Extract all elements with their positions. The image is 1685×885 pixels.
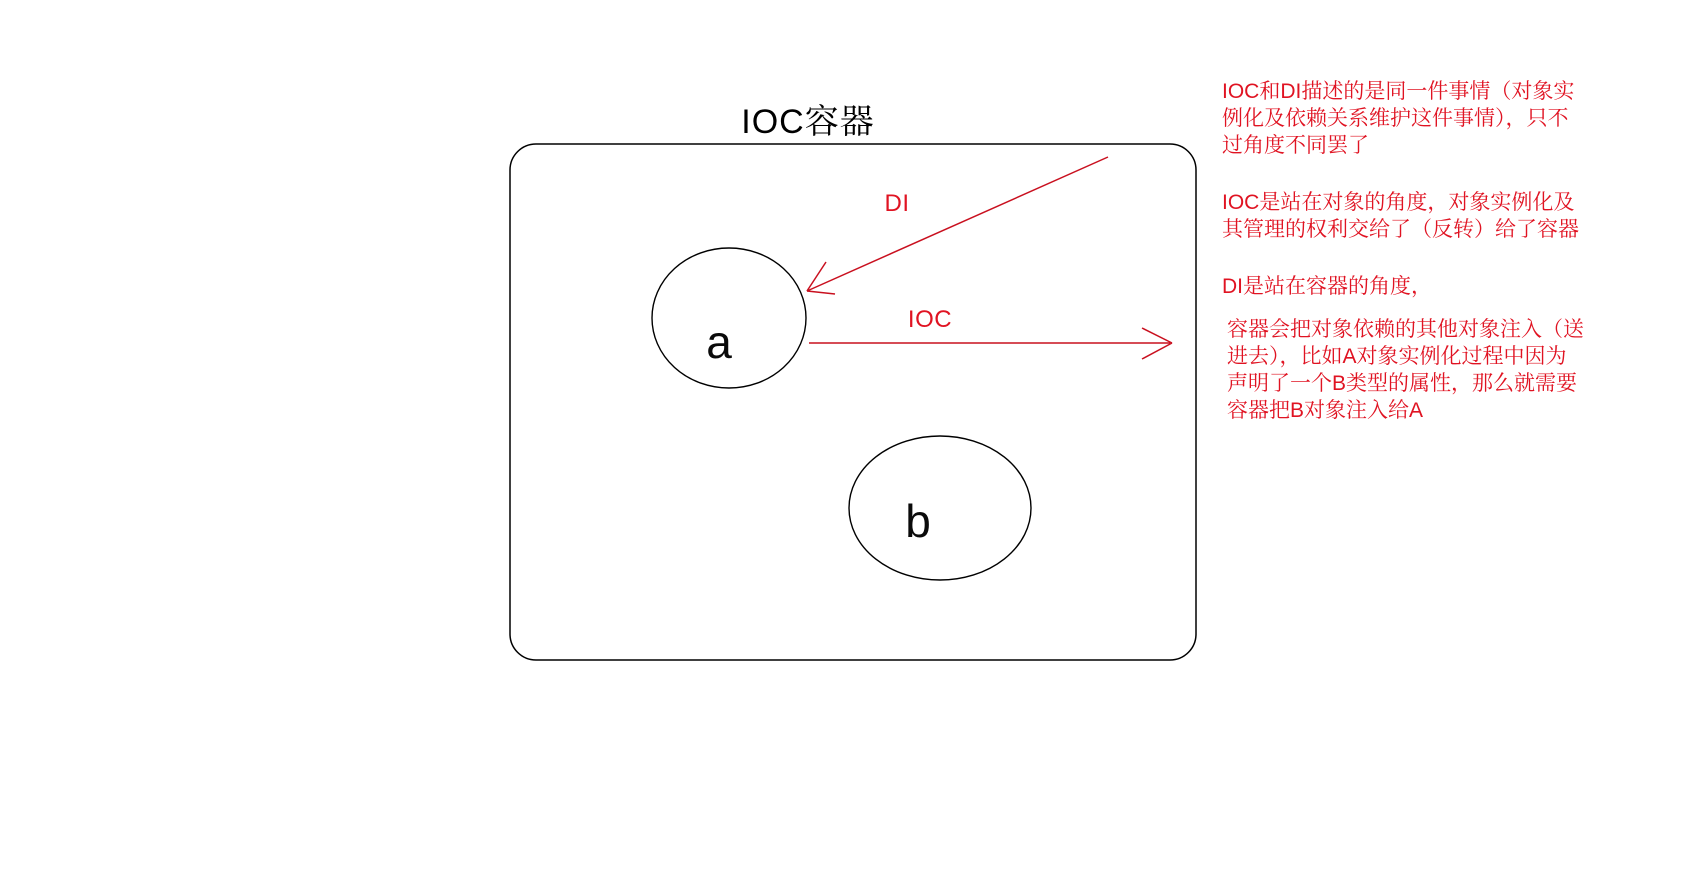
node-a-label: a: [706, 316, 732, 368]
annotation-paragraph-di-detail: 容器会把对象依赖的其他对象注入（送进去），比如A对象实例化过程中因为声明了一个B类型的属性，那么就需要容器把B对象注入给A: [1227, 318, 1584, 422]
ioc-arrow: [809, 328, 1172, 359]
annotation-paragraph-same-thing: IOC和DI描述的是同一件事情（对象实例化及依赖关系维护这件事情），只不过角度不同罢了: [1222, 80, 1575, 157]
ioc-arrow-label: IOC: [907, 306, 953, 333]
node-b-circle: [849, 436, 1031, 580]
diagram-title: IOC容器: [741, 103, 875, 141]
di-arrow: [807, 157, 1108, 294]
ioc-container-box: [510, 144, 1196, 660]
annotation-paragraph-di-perspective: DI是站在容器的角度，: [1222, 275, 1432, 298]
di-arrow-label: DI: [884, 190, 910, 217]
node-b-label: b: [905, 495, 931, 547]
annotation-paragraph-ioc-perspective: IOC是站在对象的角度，对象实例化及其管理的权利交给了（反转）给了容器: [1222, 191, 1579, 241]
annotations-panel: [1222, 78, 1584, 424]
